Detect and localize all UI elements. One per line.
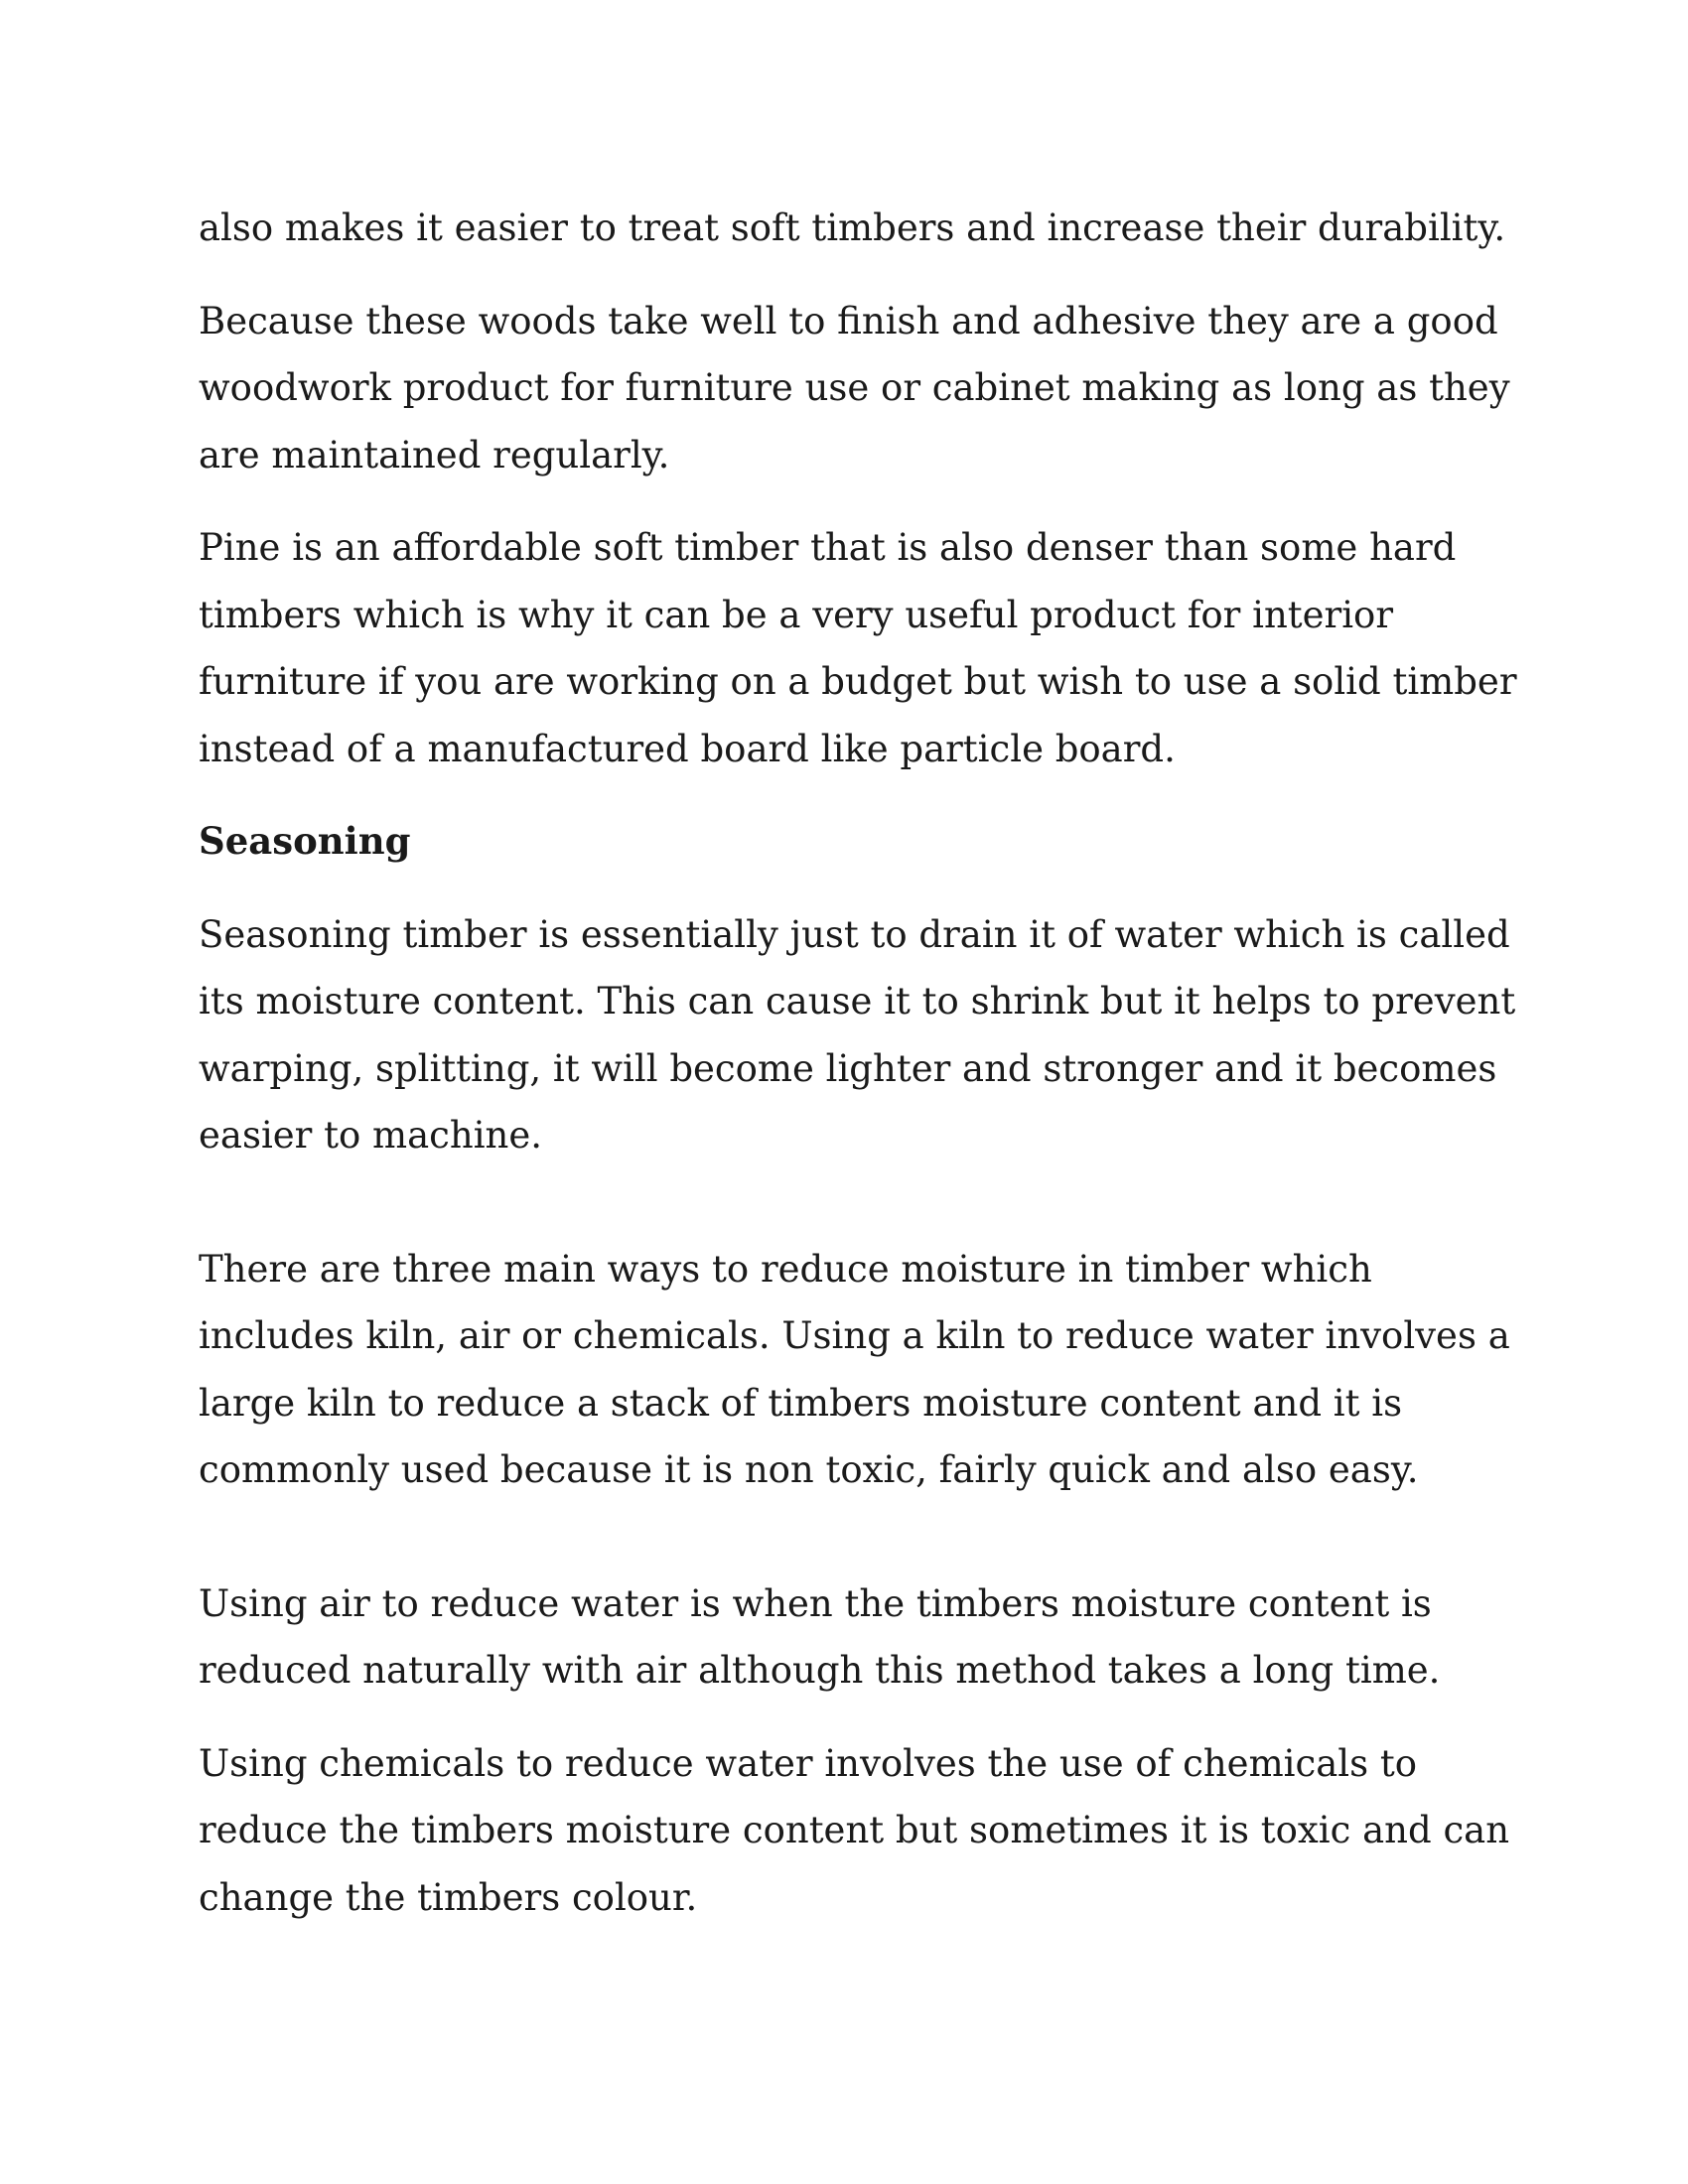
paragraph-durability [199,195,1534,262]
document-body [199,195,1534,1931]
text-line: large kiln to reduce a stack of timbers moisture content and it is [199,1381,1403,1425]
text-line: includes kiln, air or chemicals. Using a kiln to reduce water involves a [199,1314,1510,1357]
text-line: Using air to reduce water is when the timbers moisture content is [199,1581,1432,1625]
paragraph-air-drying [199,1570,1534,1705]
text-line: Seasoning timber is essentially just to drain it of water which is called [199,912,1510,956]
text-line: warping, splitting, it will become lighter and stronger and it becomes [199,1046,1497,1090]
text-line: reduced naturally with air although this method takes a long time. [199,1649,1441,1692]
text-line: are maintained regularly. [199,433,670,477]
text-line: Because these woods take well to finish and adhesive they are a good [199,299,1498,342]
paragraph-chemical-drying [199,1730,1534,1932]
section-heading-seasoning: Seasoning [199,819,411,863]
text-line: reduce the timbers moisture content but sometimes it is toxic and can [199,1809,1510,1851]
text-line: its moisture content. This can cause it to shrink but it helps to prevent [199,980,1516,1023]
paragraph-three-methods [199,1236,1534,1504]
text-line: easier to machine. [199,1114,543,1157]
paragraph-pine [199,514,1534,782]
text-line: instead of a manufactured board like particle board. [199,727,1176,770]
paragraph-seasoning-definition [199,901,1534,1169]
text-line: timbers which is why it can be a very useful product for interior [199,593,1394,636]
text-line: Using chemicals to reduce water involves the use of chemicals to [199,1741,1417,1785]
text-line: commonly used because it is non toxic, fairly quick and also easy. [199,1448,1419,1491]
text-line: also makes it easier to treat soft timbers and increase their durability. [199,206,1506,249]
text-line: furniture if you are working on a budget but wish to use a solid timber [199,660,1517,703]
text-line: There are three main ways to reduce moisture in timber which [199,1247,1372,1291]
paragraph-finish-adhesive [199,288,1534,489]
text-line: change the timbers colour. [199,1875,698,1919]
text-line: Pine is an affordable soft timber that is also denser than some hard [199,526,1457,569]
text-line: woodwork product for furniture use or cabinet making as long as they [199,366,1510,409]
